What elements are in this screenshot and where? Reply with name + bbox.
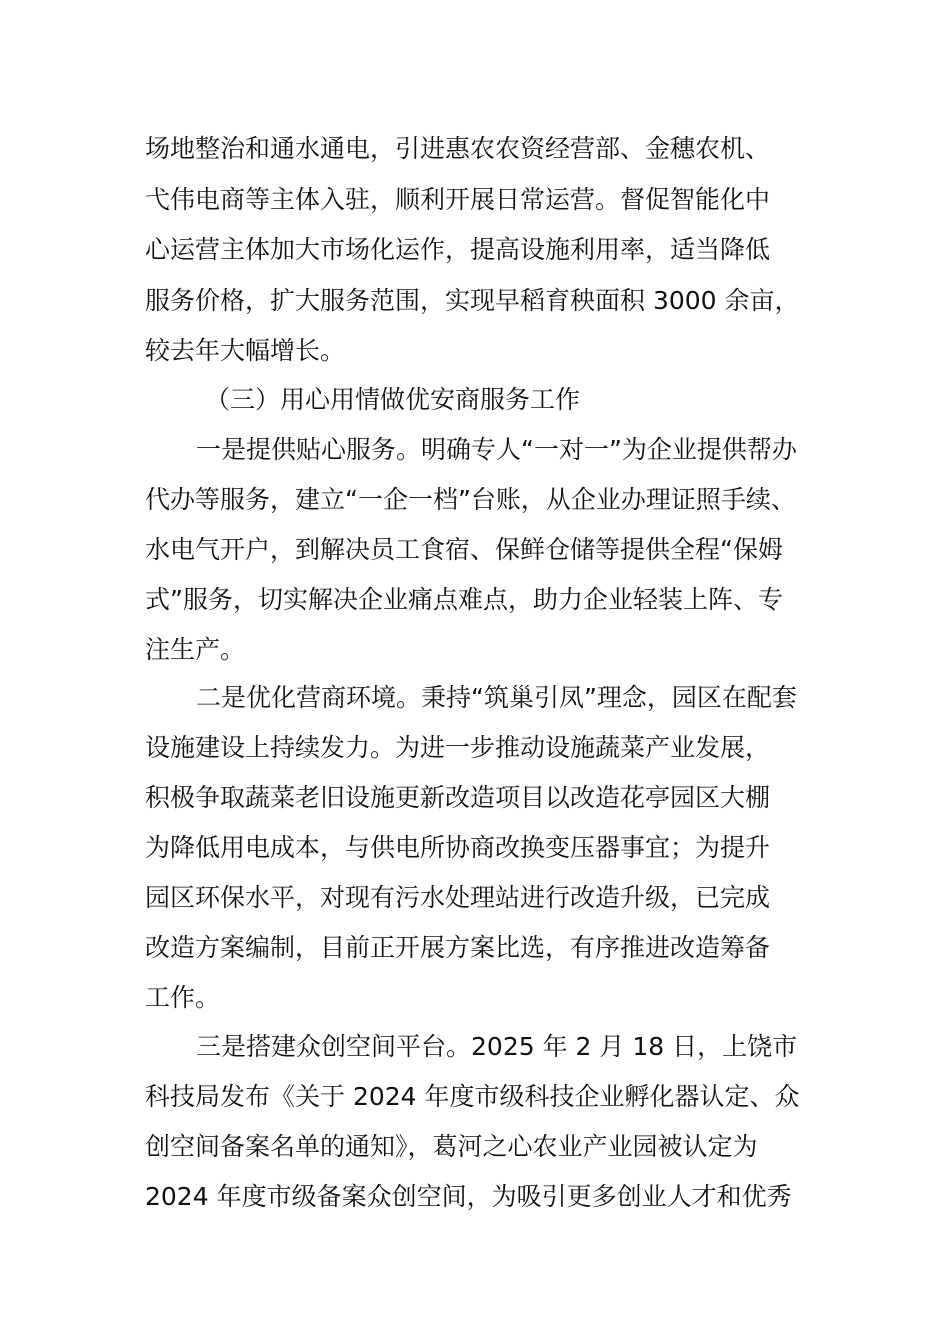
paragraph-first-line: 三是搭建众创空间平台。2025 年 2 月 18 日，上饶市 xyxy=(196,1032,798,1061)
body-line: 心运营主体加大市场化运作，提高设施利用率，适当降低 xyxy=(145,235,771,264)
paragraph-first-line: 二是优化营商环境。秉持“筑巢引凤”理念，园区在配套 xyxy=(196,683,797,712)
body-line: 代办等服务，建立“一企一档”台账，从企业办理证照手续、 xyxy=(145,485,796,514)
body-line: 较去年大幅增长。 xyxy=(145,336,346,365)
body-line: 弋伟电商等主体入驻，顺利开展日常运营。督促智能化中 xyxy=(145,185,771,214)
body-line: 积极争取蔬菜老旧设施更新改造项目以改造花亭园区大棚 xyxy=(145,783,771,812)
paragraph-first-line: 一是提供贴心服务。明确专人“一对一”为企业提供帮办 xyxy=(196,435,797,464)
body-line: 改造方案编制，目前正开展方案比选，有序推进改造筹备 xyxy=(145,933,771,962)
body-line: 水电气开户，到解决员工食宿、保鲜仓储等提供全程“保姆 xyxy=(145,535,783,564)
body-line: 注生产。 xyxy=(145,635,246,664)
body-line: 服务价格，扩大服务范围，实现早稻育秧面积 3000 余亩， xyxy=(145,286,800,315)
body-line: 科技局发布《关于 2024 年度市级科技企业孵化器认定、众 xyxy=(145,1082,800,1111)
body-line: 设施建设上持续发力。为进一步推动设施蔬菜产业发展， xyxy=(145,733,771,762)
body-line: 2024 年度市级备案众创空间，为吸引更多创业人才和优秀 xyxy=(145,1182,792,1211)
body-line: 工作。 xyxy=(145,983,221,1012)
body-line: 园区环保水平，对现有污水处理站进行改造升级，已完成 xyxy=(145,883,771,912)
body-line: 式”服务，切实解决企业痛点难点，助力企业轻装上阵、专 xyxy=(145,585,783,614)
body-line: 场地整治和通水通电，引进惠农农资经营部、金穗农机、 xyxy=(145,134,771,163)
body-line: 为降低用电成本，与供电所协商改换变压器事宜；为提升 xyxy=(145,833,771,862)
section-heading: （三）用心用情做优安商服务工作 xyxy=(205,385,581,414)
body-line: 创空间备案名单的通知》，葛河之心农业产业园被认定为 xyxy=(145,1132,758,1161)
